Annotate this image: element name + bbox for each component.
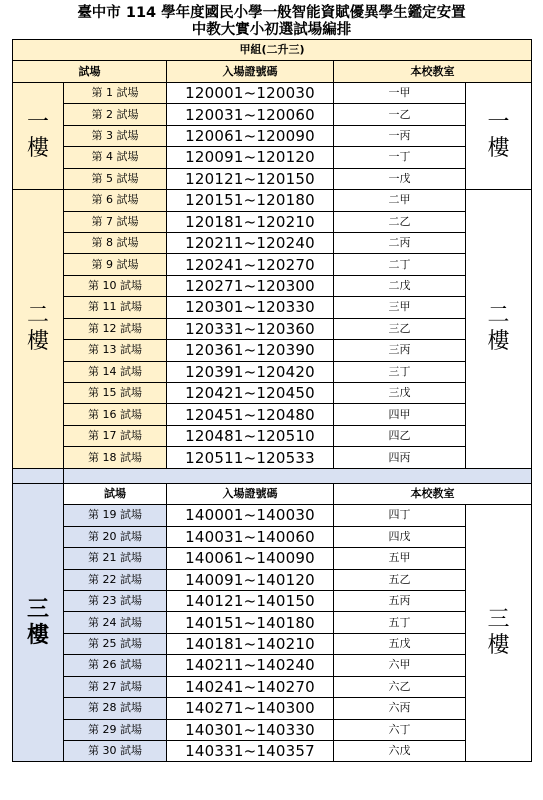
- table-row: [13, 526, 532, 547]
- table-row: [13, 340, 532, 361]
- room-cell: 第 14 試場: [64, 361, 167, 382]
- room-cell: 第 29 試場: [64, 719, 167, 740]
- classroom-cell: 一戊: [334, 168, 466, 189]
- room-cell: 第 20 試場: [64, 526, 167, 547]
- classroom-cell: 四乙: [334, 425, 466, 446]
- table-row: [13, 297, 532, 318]
- table-row: [13, 147, 532, 168]
- room-cell: 第 1 試場: [64, 82, 167, 103]
- ticket-range-cell: 120451~120480: [167, 404, 334, 425]
- classroom-cell: 三戊: [334, 383, 466, 404]
- exam-room-table: [12, 39, 532, 762]
- classroom-cell: 五丙: [334, 590, 466, 611]
- classroom-cell: 四戊: [334, 526, 466, 547]
- classroom-cell: 四甲: [334, 404, 466, 425]
- classroom-cell: 四丁: [334, 505, 466, 526]
- table-row: [13, 590, 532, 611]
- room-cell: 第 30 試場: [64, 741, 167, 762]
- room-cell: 第 18 試場: [64, 447, 167, 468]
- classroom-cell: 四丙: [334, 447, 466, 468]
- classroom-cell: 三甲: [334, 297, 466, 318]
- room-cell: 第 23 試場: [64, 590, 167, 611]
- classroom-cell: 一丁: [334, 147, 466, 168]
- ticket-range-cell: 120031~120060: [167, 104, 334, 125]
- classroom-cell: 五丁: [334, 612, 466, 633]
- ticket-range-cell: 140301~140330: [167, 719, 334, 740]
- classroom-cell: 五甲: [334, 548, 466, 569]
- room-cell: 第 16 試場: [64, 404, 167, 425]
- header-ticket: 入場證號碼: [167, 483, 334, 504]
- classroom-cell: 六戊: [334, 741, 466, 762]
- ticket-range-cell: 140271~140300: [167, 698, 334, 719]
- table-row: [13, 125, 532, 146]
- room-cell: 第 19 試場: [64, 505, 167, 526]
- ticket-range-cell: 140331~140357: [167, 741, 334, 762]
- header-room: 試場: [13, 61, 167, 82]
- room-cell: 第 25 試場: [64, 633, 167, 654]
- ticket-range-cell: 140091~140120: [167, 569, 334, 590]
- ticket-range-cell: 120361~120390: [167, 340, 334, 361]
- ticket-range-cell: 140151~140180: [167, 612, 334, 633]
- room-cell: 第 12 試場: [64, 318, 167, 339]
- ticket-range-cell: 120421~120450: [167, 383, 334, 404]
- classroom-cell: 三丙: [334, 340, 466, 361]
- table-row: [13, 211, 532, 232]
- table-row: [13, 719, 532, 740]
- table-row: [13, 569, 532, 590]
- ticket-range-cell: 120001~120030: [167, 82, 334, 103]
- table-row: [13, 676, 532, 697]
- header-room: 試場: [64, 483, 167, 504]
- floor-label-left: 二 樓: [13, 190, 64, 469]
- classroom-cell: 六丙: [334, 698, 466, 719]
- classroom-cell: 二丁: [334, 254, 466, 275]
- room-cell: 第 5 試場: [64, 168, 167, 189]
- room-cell: 第 10 試場: [64, 275, 167, 296]
- floor-label-left: 一 樓: [13, 82, 64, 189]
- room-cell: 第 22 試場: [64, 569, 167, 590]
- table-row: [13, 698, 532, 719]
- ticket-range-cell: 140181~140210: [167, 633, 334, 654]
- ticket-range-cell: 140241~140270: [167, 676, 334, 697]
- table-row: [13, 232, 532, 253]
- room-cell: 第 4 試場: [64, 147, 167, 168]
- table-row: [13, 254, 532, 275]
- ticket-range-cell: 120331~120360: [167, 318, 334, 339]
- room-cell: 第 2 試場: [64, 104, 167, 125]
- classroom-cell: 六甲: [334, 655, 466, 676]
- table-row: [13, 612, 532, 633]
- table-row: [13, 425, 532, 446]
- classroom-cell: 六丁: [334, 719, 466, 740]
- ticket-range-cell: 120181~120210: [167, 211, 334, 232]
- classroom-cell: 一甲: [334, 82, 466, 103]
- ticket-range-cell: 120511~120533: [167, 447, 334, 468]
- ticket-range-cell: 120061~120090: [167, 125, 334, 146]
- document-title-line2: 中教大實小初選試場編排: [191, 22, 352, 38]
- floor-label-right: 二 樓: [466, 190, 532, 469]
- ticket-range-cell: 140121~140150: [167, 590, 334, 611]
- table-row: [13, 318, 532, 339]
- group-label: 甲組(二升三): [13, 40, 532, 61]
- floor-label-right: 三 樓: [466, 505, 532, 762]
- table-row: [13, 361, 532, 382]
- classroom-cell: 六乙: [334, 676, 466, 697]
- ticket-range-cell: 120271~120300: [167, 275, 334, 296]
- floor-label-left: 三 樓: [13, 483, 64, 762]
- room-cell: 第 24 試場: [64, 612, 167, 633]
- ticket-range-cell: 120241~120270: [167, 254, 334, 275]
- room-cell: 第 15 試場: [64, 383, 167, 404]
- table-row: [13, 104, 532, 125]
- table-row: [13, 82, 532, 103]
- table-row: [13, 741, 532, 762]
- classroom-cell: 一乙: [334, 104, 466, 125]
- classroom-cell: 五乙: [334, 569, 466, 590]
- section-spacer: [13, 468, 532, 483]
- table-row: [13, 633, 532, 654]
- ticket-range-cell: 120151~120180: [167, 190, 334, 211]
- ticket-range-cell: 120481~120510: [167, 425, 334, 446]
- floor-label-right: 一 樓: [466, 82, 532, 189]
- table-row: [13, 655, 532, 676]
- table-row: [13, 168, 532, 189]
- table-row: [13, 383, 532, 404]
- room-cell: 第 11 試場: [64, 297, 167, 318]
- room-cell: 第 8 試場: [64, 232, 167, 253]
- room-cell: 第 28 試場: [64, 698, 167, 719]
- header-classroom: 本校教室: [334, 483, 532, 504]
- table-row: [13, 404, 532, 425]
- room-cell: 第 3 試場: [64, 125, 167, 146]
- room-cell: 第 6 試場: [64, 190, 167, 211]
- room-cell: 第 27 試場: [64, 676, 167, 697]
- ticket-range-cell: 140211~140240: [167, 655, 334, 676]
- room-cell: 第 7 試場: [64, 211, 167, 232]
- room-cell: 第 21 試場: [64, 548, 167, 569]
- ticket-range-cell: 140061~140090: [167, 548, 334, 569]
- classroom-cell: 三丁: [334, 361, 466, 382]
- classroom-cell: 二乙: [334, 211, 466, 232]
- classroom-cell: 二戊: [334, 275, 466, 296]
- ticket-range-cell: 120391~120420: [167, 361, 334, 382]
- header-classroom: 本校教室: [334, 61, 532, 82]
- ticket-range-cell: 140031~140060: [167, 526, 334, 547]
- header-ticket: 入場證號碼: [167, 61, 334, 82]
- table-row: [13, 548, 532, 569]
- room-cell: 第 9 試場: [64, 254, 167, 275]
- table-row: [13, 505, 532, 526]
- table-row: [13, 190, 532, 211]
- classroom-cell: 三乙: [334, 318, 466, 339]
- ticket-range-cell: 140001~140030: [167, 505, 334, 526]
- table-row: [13, 275, 532, 296]
- ticket-range-cell: 120091~120120: [167, 147, 334, 168]
- section-header-row: [13, 483, 532, 504]
- room-cell: 第 26 試場: [64, 655, 167, 676]
- classroom-cell: 二甲: [334, 190, 466, 211]
- ticket-range-cell: 120301~120330: [167, 297, 334, 318]
- classroom-cell: 一丙: [334, 125, 466, 146]
- document-title-line1: 臺中市 114 學年度國民小學一般智能資賦優異學生鑑定安置: [77, 5, 466, 21]
- ticket-range-cell: 120121~120150: [167, 168, 334, 189]
- ticket-range-cell: 120211~120240: [167, 232, 334, 253]
- classroom-cell: 二丙: [334, 232, 466, 253]
- room-cell: 第 13 試場: [64, 340, 167, 361]
- table-row: [13, 447, 532, 468]
- classroom-cell: 五戊: [334, 633, 466, 654]
- room-cell: 第 17 試場: [64, 425, 167, 446]
